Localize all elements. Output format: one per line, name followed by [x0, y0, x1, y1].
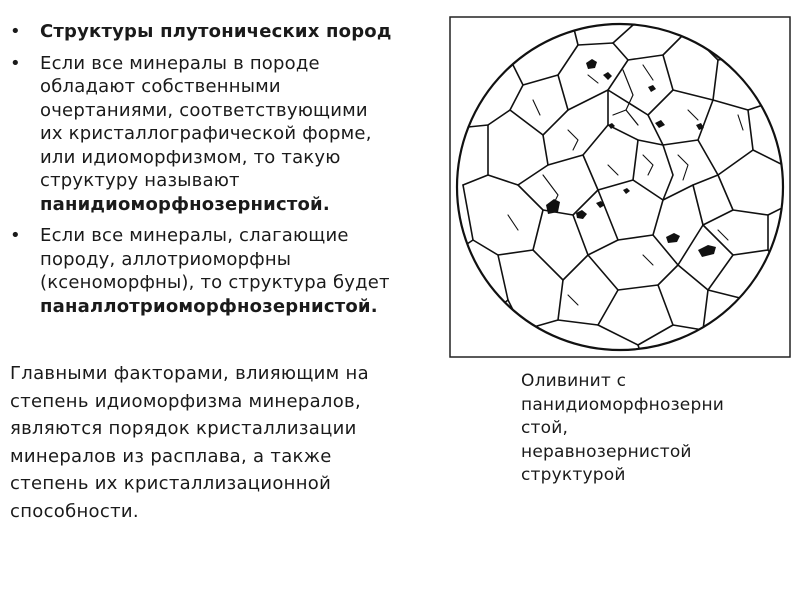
- bullet-line: их кристаллографической форме,: [40, 123, 372, 144]
- bullet-list: [10, 20, 450, 326]
- figure-frame: [450, 17, 790, 357]
- bullet-line: очертаниями, соответствующими: [40, 99, 368, 121]
- bullet-line: структуру называют: [40, 170, 240, 191]
- paragraph-line: Главными факторами, влияющим на: [10, 363, 369, 384]
- caption-line: структурой: [521, 465, 626, 485]
- bullet-term: паналлотриоморфнозернистой.: [40, 295, 378, 317]
- bullet-line: породу, аллотриоморфны: [40, 248, 292, 270]
- caption-line: стой,: [521, 418, 569, 438]
- bullet-line: или идиоморфизмом, то такую: [40, 146, 341, 168]
- bullet-line: Если все минералы в породе: [40, 52, 320, 74]
- factors-paragraph: [10, 360, 369, 525]
- paragraph-line: способности.: [10, 500, 139, 522]
- bullet-line: Если все минералы, слагающие: [40, 225, 349, 246]
- bullet-item-panidiomorphic: [10, 52, 450, 217]
- paragraph-line: минералов из расплава, а также: [10, 445, 332, 467]
- bullet-term: панидиоморфнозернистой.: [40, 193, 330, 215]
- paragraph-line: степень их кристаллизационной: [10, 473, 332, 494]
- paragraph-line: являются порядок кристаллизации: [10, 418, 357, 439]
- bullet-line: (ксеноморфны), то структура будет: [40, 272, 390, 293]
- bullet-heading: Структуры плутонических пород: [40, 21, 392, 42]
- thin-section-figure: [448, 15, 793, 360]
- thin-section-drawing: [448, 15, 793, 360]
- figure-caption: [521, 370, 724, 488]
- bullet-marker: •: [10, 225, 21, 246]
- paragraph-line: степень идиоморфизма минералов,: [10, 390, 361, 412]
- caption-line: панидиоморфнозерни: [521, 394, 725, 415]
- bullet-item-structures: [10, 20, 450, 44]
- bullet-marker: •: [10, 21, 21, 42]
- caption-line: Оливинит с: [521, 371, 627, 391]
- caption-line: неравнозернистой: [521, 441, 692, 462]
- bullet-line: обладают собственными: [40, 76, 281, 97]
- bullet-marker: •: [10, 52, 21, 74]
- bullet-item-panallotriomorphic: [10, 224, 450, 318]
